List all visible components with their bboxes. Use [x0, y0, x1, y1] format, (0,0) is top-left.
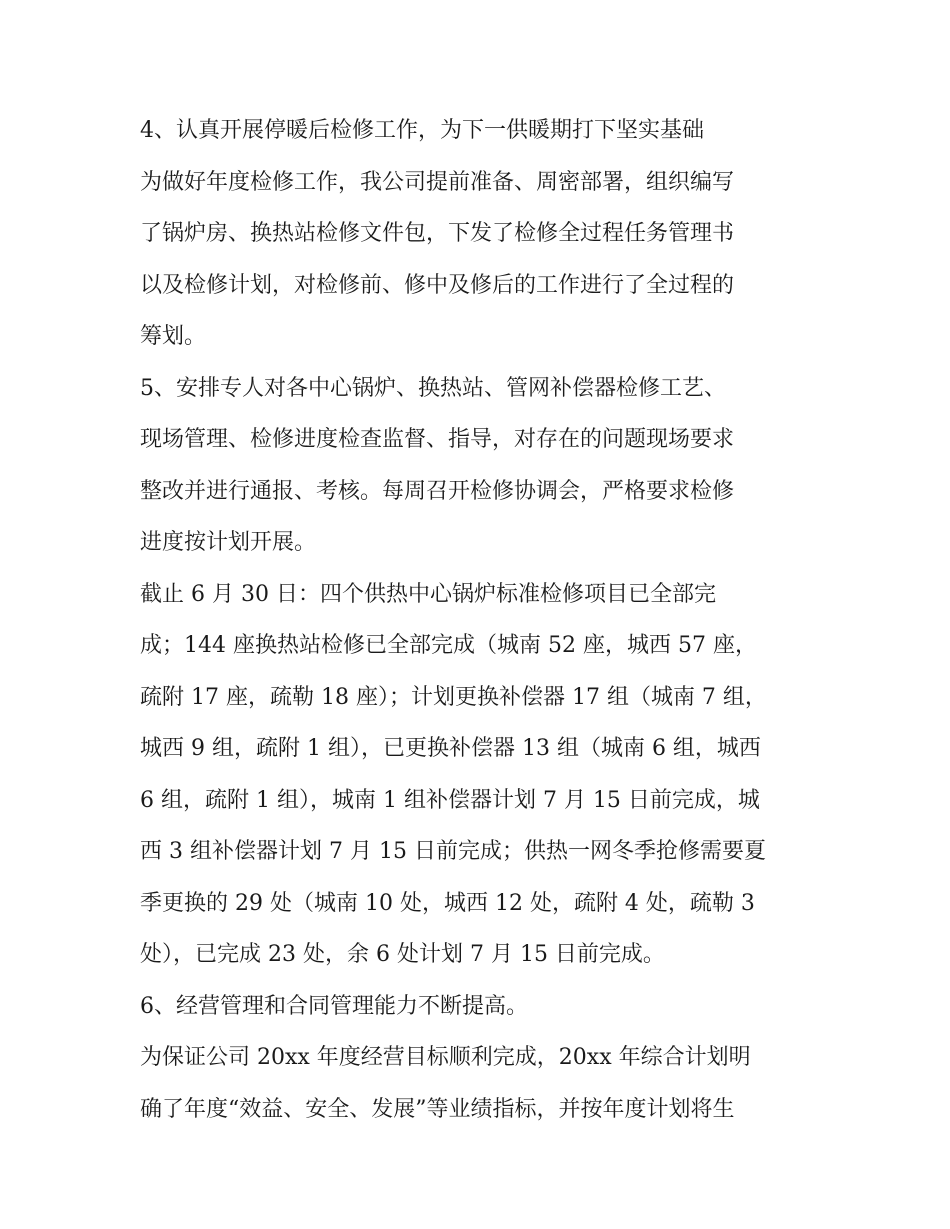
- text-line: 确了年度“效益、安全、发展”等业绩指标，并按年度计划将生: [140, 1096, 735, 1122]
- text-line: 为做好年度检修工作，我公司提前准备、周密部署，组织编写: [140, 169, 735, 195]
- text-line: 6 组，疏附 1 组），城南 1 组补偿器计划 7 月 15 日前完成，城: [140, 787, 760, 813]
- text-line: 城西 9 组，疏附 1 组），已更换补偿器 13 组（城南 6 组，城西: [140, 736, 761, 761]
- text-line: 季更换的 29 处（城南 10 处，城西 12 处，疏附 4 处，疏勒 3: [140, 890, 755, 916]
- text-line: 截止 6 月 30 日：四个供热中心锅炉标准检修项目已全部完: [140, 581, 716, 607]
- text-line: 4、认真开展停暖后检修工作，为下一供暖期打下坚实基础: [140, 118, 704, 143]
- text-line: 整改并进行通报、考核。每周召开检修协调会，严格要求检修: [140, 478, 735, 504]
- text-line: 6、经营管理和合同管理能力不断提高。: [140, 993, 528, 1019]
- document-body: [140, 105, 820, 1135]
- text-line: 疏附 17 座，疏勒 18 座）；计划更换补偿器 17 组（城南 7 组，: [140, 684, 767, 710]
- text-line: 进度按计划开展。: [140, 530, 317, 555]
- text-line: 5、安排专人对各中心锅炉、换热站、管网补偿器检修工艺、: [140, 375, 726, 401]
- text-line: 现场管理、检修进度检查监督、指导，对存在的问题现场要求: [140, 427, 735, 452]
- text-line: 处），已完成 23 处，余 6 处计划 7 月 15 日前完成。: [140, 942, 665, 967]
- text-line: 以及检修计划，对检修前、修中及修后的工作进行了全过程的: [140, 272, 735, 298]
- text-line: 西 3 组补偿器计划 7 月 15 日前完成；供热一网冬季抢修需要夏: [140, 839, 766, 864]
- text-line: 筹划。: [140, 324, 207, 349]
- text-line: 了锅炉房、换热站检修文件包，下发了检修全过程任务管理书: [140, 221, 735, 246]
- text-line: 成；144 座换热站检修已全部完成（城南 52 座，城西 57 座，: [140, 633, 757, 658]
- text-line: 为保证公司 20xx 年度经营目标顺利完成，20xx 年综合计划明: [140, 1045, 751, 1070]
